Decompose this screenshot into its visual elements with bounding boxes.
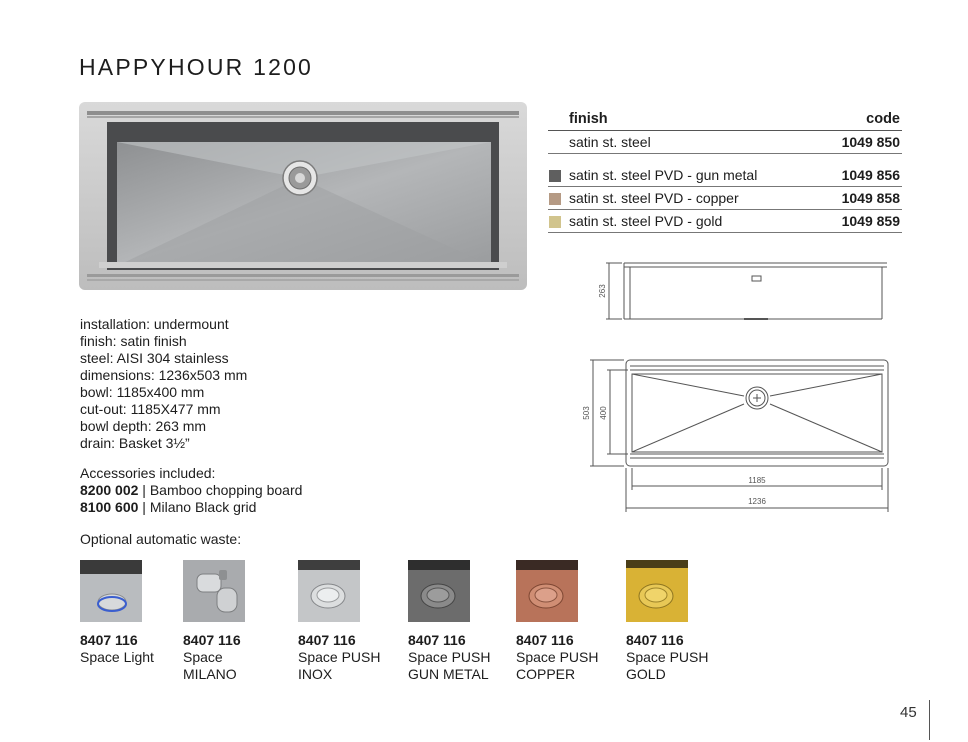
waste-code: 8407 116 <box>80 632 138 648</box>
waste-product <box>183 560 291 683</box>
space-push-gun-metal-photo <box>408 560 470 622</box>
color-swatch <box>549 193 561 205</box>
finish-code: 1049 856 <box>841 167 900 183</box>
waste-product <box>408 560 516 683</box>
spec-line: cut-out: 1185X477 mm <box>80 401 221 417</box>
waste-product <box>80 560 188 666</box>
width-dimension-label: 503 <box>582 406 591 420</box>
length-dimension-label: 1236 <box>748 497 766 506</box>
waste-code: 8407 116 <box>626 632 684 648</box>
waste-name-line2: COPPER <box>516 666 576 682</box>
finish-table <box>548 108 902 233</box>
finish-table-header <box>548 108 902 131</box>
spec-line: bowl: 1185x400 mm <box>80 384 205 400</box>
spec-line: drain: Basket 3½” <box>80 435 190 451</box>
waste-product <box>626 560 734 683</box>
optional-waste-title: Optional automatic waste: <box>80 531 242 547</box>
bowl-width-dimension-label: 400 <box>599 406 608 420</box>
spec-line: finish: satin finish <box>80 333 187 349</box>
accessory-separator: | <box>138 499 150 515</box>
waste-name: Space PUSH <box>298 649 381 665</box>
finish-code: 1049 858 <box>841 190 900 206</box>
finish-code: 1049 850 <box>841 134 900 150</box>
space-push-gold-photo <box>626 560 688 622</box>
finish-name: satin st. steel PVD - gun metal <box>569 167 758 183</box>
depth-dimension-label: 263 <box>598 284 607 298</box>
finish-row <box>548 131 902 154</box>
color-swatch <box>549 216 561 228</box>
specifications-list <box>80 316 247 452</box>
waste-product <box>298 560 406 683</box>
waste-name: Space Light <box>80 649 154 665</box>
waste-code: 8407 116 <box>298 632 356 648</box>
accessory-item <box>80 482 302 499</box>
waste-name: Space PUSH <box>408 649 491 665</box>
accessory-code: 8100 600 <box>80 499 139 515</box>
space-push-inox-photo <box>298 560 360 622</box>
waste-name: Space <box>183 649 223 665</box>
waste-name: Space PUSH <box>626 649 709 665</box>
finish-header: finish <box>569 111 608 127</box>
color-swatch <box>549 170 561 182</box>
space-push-copper-photo <box>516 560 578 622</box>
spec-line: steel: AISI 304 stainless <box>80 350 229 366</box>
spec-line: bowl depth: 263 mm <box>80 418 207 434</box>
finish-code: 1049 859 <box>841 213 900 229</box>
accessory-name: Bamboo chopping board <box>149 482 303 498</box>
accessories-section <box>80 465 302 516</box>
waste-name-line2: INOX <box>298 666 333 682</box>
sink-photo <box>79 102 527 290</box>
finish-row <box>548 210 902 233</box>
space-milano-photo <box>183 560 245 622</box>
accessory-name: Milano Black grid <box>149 499 257 515</box>
code-header: code <box>866 111 900 127</box>
top-view-drawing <box>578 354 892 514</box>
waste-name-line2: GUN METAL <box>408 666 489 682</box>
waste-code: 8407 116 <box>516 632 574 648</box>
side-view-drawing <box>592 258 892 328</box>
accessory-code: 8200 002 <box>80 482 139 498</box>
finish-name: satin st. steel PVD - copper <box>569 190 739 206</box>
waste-product <box>516 560 624 683</box>
finish-row <box>548 187 902 210</box>
finish-row <box>548 164 902 187</box>
spec-line: installation: undermount <box>80 316 229 332</box>
accessory-separator: | <box>138 482 150 498</box>
page-title: HAPPYHOUR 1200 <box>79 54 314 80</box>
bowl-length-dimension-label: 1185 <box>748 476 766 485</box>
accessories-title: Accessories included: <box>80 465 216 481</box>
accessory-item <box>80 499 302 516</box>
space-light-photo <box>80 560 142 622</box>
page-number: 45 <box>900 704 917 721</box>
waste-code: 8407 116 <box>408 632 466 648</box>
waste-code: 8407 116 <box>183 632 241 648</box>
spec-line: dimensions: 1236x503 mm <box>80 367 248 383</box>
waste-name-line2: GOLD <box>626 666 666 682</box>
finish-name: satin st. steel PVD - gold <box>569 213 723 229</box>
waste-name: Space PUSH <box>516 649 599 665</box>
page-number-divider <box>929 700 930 740</box>
waste-name-line2: MILANO <box>183 666 237 682</box>
finish-name: satin st. steel <box>569 134 651 150</box>
